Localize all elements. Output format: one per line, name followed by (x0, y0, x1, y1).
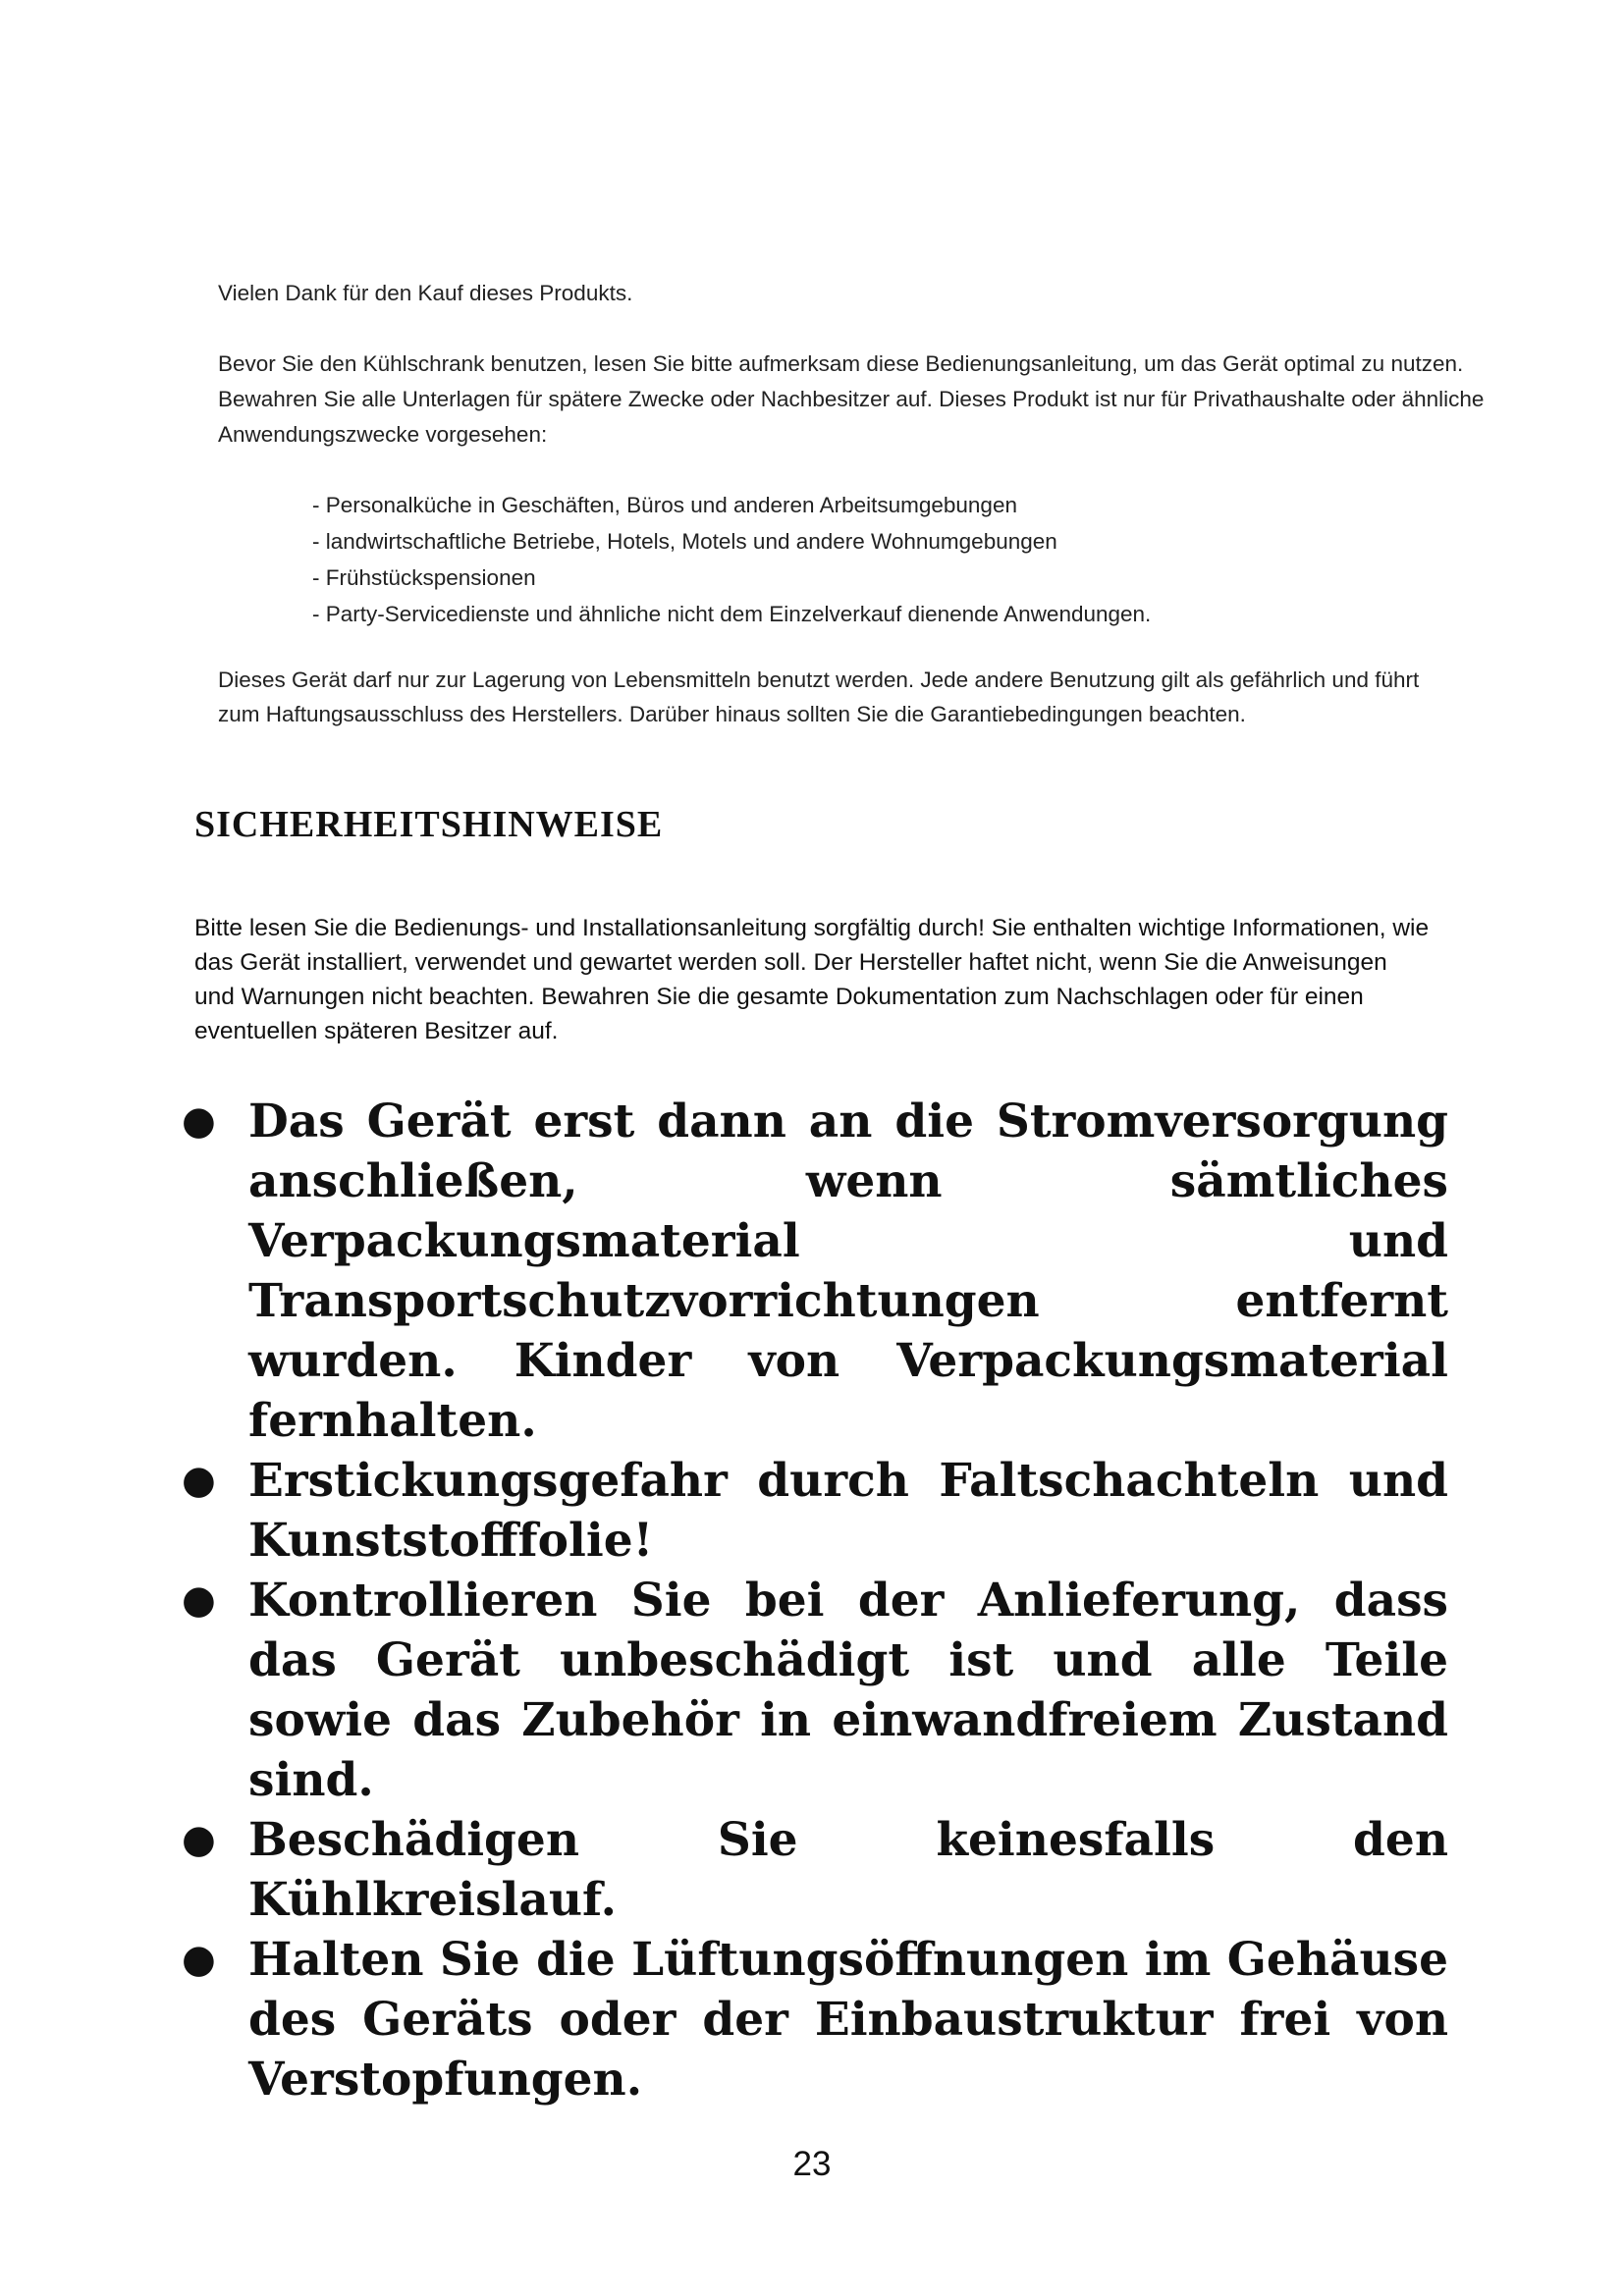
bullet-icon: ● (182, 1817, 216, 1862)
warning-text: Erstickungsgefahr durch Faltschachteln und Kunststofffolie! (248, 1454, 1448, 1568)
safety-warnings-list (182, 1092, 1448, 2109)
intro-paragraph: Bevor Sie den Kühlschrank benutzen, lesen Sie bitte aufmerksam diese Bedienungsanleitung, um das Gerät optimal zu nutzen. Bewahren Sie alle Unterlagen für spätere Zwecke oder Nachbesitzer auf. Dieses Produkt ist nur für Privathaushalte oder ähnliche Anwendungszwecke vorgesehen: (218, 351, 1485, 447)
thanks-text: Vielen Dank für den Kauf dieses Produkts. (218, 281, 633, 305)
list-item: - landwirtschaftliche Betriebe, Hotels, Motels und andere Wohnumgebungen (312, 529, 1057, 554)
warning-item (182, 1451, 1448, 1571)
page-number: 23 (792, 2145, 832, 2183)
warning-item (182, 1810, 1448, 1930)
list-item: - Personalküche in Geschäften, Büros und anderen Arbeitsumgebungen (312, 493, 1017, 517)
warning-text: Das Gerät erst dann an die Stromversorgung anschließen, wenn sämtliches Verpackungsmaterial und Transportschutzvorrichtungen entfernt wurden. Kinder von Verpackungsmaterial fernhalten. (248, 1095, 1448, 1448)
list-item: - Frühstückspensionen (312, 565, 536, 590)
list-item: - Party-Servicedienste und ähnliche nicht dem Einzelverkauf dienende Anwendungen. (312, 602, 1152, 626)
warning-text: Halten Sie die Lüftungsöffnungen im Gehäuse des Geräts oder der Einbaustruktur frei von Verstopfungen. (248, 1933, 1448, 2107)
safety-heading: SICHERHEITSHINWEISE (194, 804, 664, 845)
intro-section (218, 276, 1494, 453)
bullet-icon: ● (182, 1577, 216, 1623)
usage-note-paragraph: Dieses Gerät darf nur zur Lagerung von Lebensmitteln benutzt werden. Jede andere Benutzung gilt als gefährlich und führt zum Haftungsausschluss des Herstellers. Darüber hinaus sollten Sie die Garantiebedingungen beachten. (218, 667, 1420, 726)
warning-item (182, 1092, 1448, 1451)
warning-text: Beschädigen Sie keinesfalls den Kühlkreislauf. (248, 1813, 1448, 1927)
usage-list (312, 487, 1392, 632)
warning-item (182, 1930, 1448, 2109)
warning-text: Kontrollieren Sie bei der Anlieferung, dass das Gerät unbeschädigt ist und alle Teile sowie das Zubehör in einwandfreiem Zustand sind. (248, 1574, 1448, 1807)
bullet-icon: ● (182, 1937, 216, 1982)
safety-paragraph: Bitte lesen Sie die Bedienungs- und Installationsanleitung sorgfältig durch! Sie enthalten wichtige Informationen, wie das Gerät installiert, verwendet und gewartet werden soll. Der Hersteller haftet nicht, wenn Sie die Anweisungen und Warnungen nicht beachten. Bewahren Sie die gesamte Dokumentation zum Nachschlagen oder für einen eventuellen späteren Besitzer auf. (194, 915, 1430, 1044)
warning-item (182, 1571, 1448, 1810)
bullet-icon: ● (182, 1458, 216, 1503)
bullet-icon: ● (182, 1098, 216, 1144)
